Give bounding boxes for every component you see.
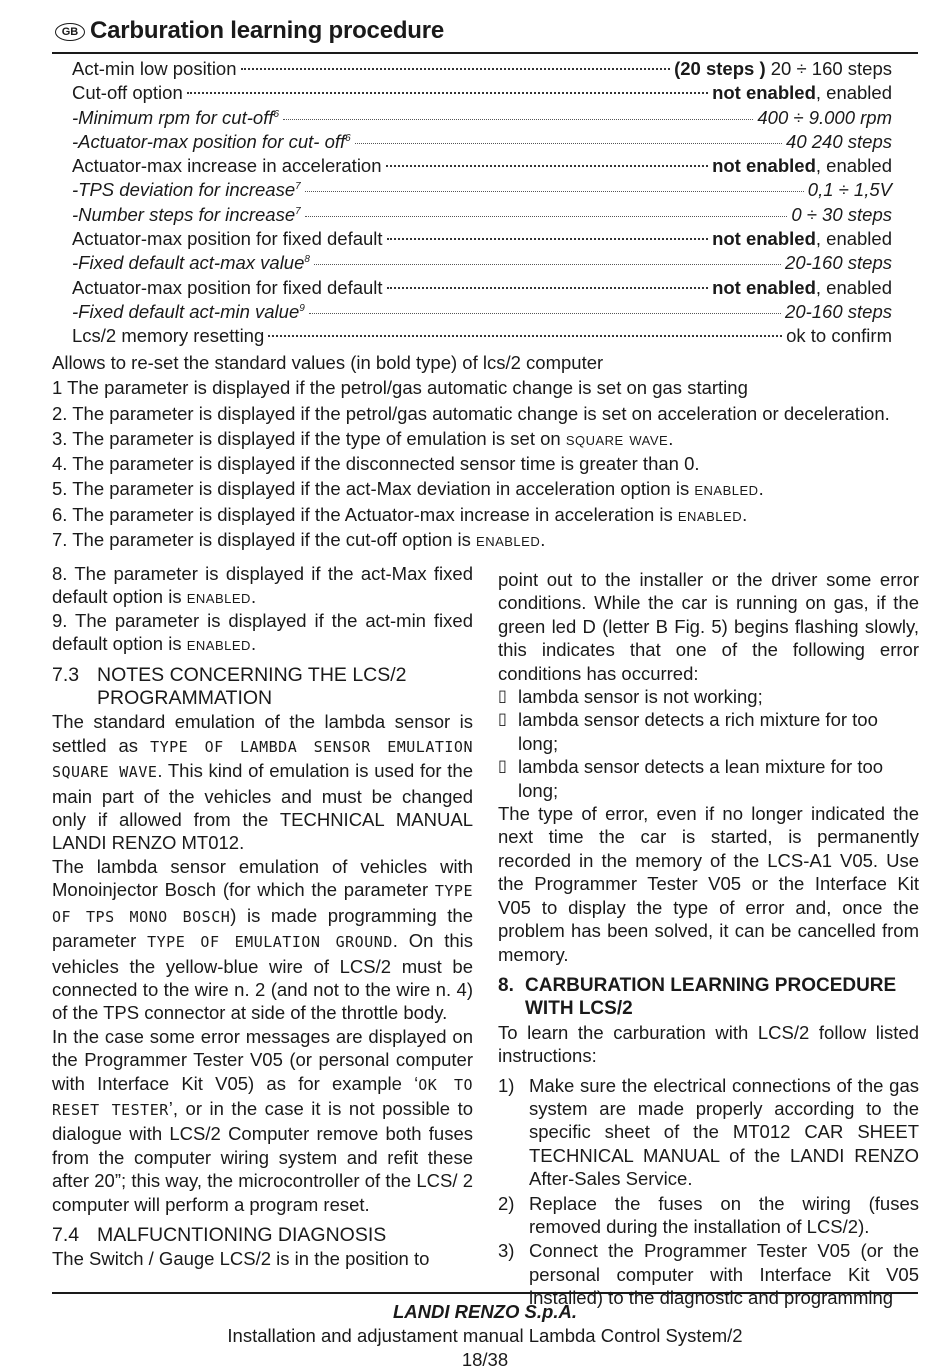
dot-leader bbox=[283, 119, 753, 120]
paragraph-monoinjector: The lambda sensor emulation of vehicles with Monoinjector Bosch (for which the parameter TYPE OF TPS MONO BOSCH) is made programming the parameter TYPE OF EMULATION GROUND. On this vehicles the yellow-blue wire of LCS/2 must be connected to the wire n. 2 (and not to the wire n. 4) of the TPS connector at side of the throttle body. bbox=[52, 855, 474, 1024]
parameter-row bbox=[72, 107, 892, 131]
parameter-row bbox=[72, 277, 892, 301]
page-header bbox=[52, 16, 918, 54]
parameter-label: -Fixed default act-max value$^8$ bbox=[72, 252, 310, 274]
parameter-row bbox=[72, 325, 892, 349]
section-7-4-heading: 7.4 MALFUCNTIONING DIAGNOSIS bbox=[52, 1223, 387, 1246]
dot-leader bbox=[387, 287, 709, 289]
parameter-value: 400 ÷ 9.000 rpm bbox=[757, 106, 892, 128]
paragraph-standard-emulation: The standard emulation of the lambda sensor is settled as TYPE OF LAMBDA SENSOR EMULATION SQUARE WAVE. This kind of emulation is used for the main part of the vehicles and must be changed only if allowed from the TECHNICAL MANUAL LANDI RENZO MT012. bbox=[52, 711, 473, 854]
right-column bbox=[498, 568, 919, 1311]
paragraph-learn-intro: To learn the carburation with LCS/2 follow listed instructions: bbox=[498, 1021, 919, 1067]
list-item: ▯ lambda sensor detects a lean mixture for too long; bbox=[498, 756, 884, 801]
parameter-label: -Actuator-max position for cut- off$^6$ bbox=[72, 130, 351, 152]
parameter-value: not enabled, enabled bbox=[712, 276, 892, 298]
dot-leader bbox=[305, 191, 804, 192]
page-number: 18/38 bbox=[461, 1349, 509, 1370]
footnote-line: 7. The parameter is displayed if the cut-off option is enabled. bbox=[52, 529, 546, 551]
parameter-value: not enabled, enabled bbox=[712, 82, 892, 104]
parameter-label: Cut-off option bbox=[72, 82, 183, 104]
step-item: 3) Connect the Programmer Tester V05 (or the personal computer with Interface Kit V05 installed) to the diagnostic and programming bbox=[498, 1240, 919, 1309]
language-badge: GB bbox=[55, 23, 85, 41]
paragraph-error-conditions: point out to the installer or the driver some error conditions. While the car is running on gas, if the green led D (letter B Fig. 5) begins flashing slowly, this indicates that one of the following error conditions has occurred: bbox=[498, 569, 919, 684]
parameter-label: -TPS deviation for increase$^7$ bbox=[72, 179, 301, 201]
bullet-box-icon: ▯ bbox=[498, 711, 507, 729]
parameter-value: 20-160 steps bbox=[785, 300, 892, 322]
footnotes-list bbox=[52, 350, 932, 552]
parameter-value: not enabled, enabled bbox=[712, 155, 892, 177]
footnote-line: 6. The parameter is displayed if the Actuator-max increase in acceleration is enabled. bbox=[52, 503, 748, 525]
dot-leader bbox=[355, 143, 782, 144]
footnote-line: 4. The parameter is displayed if the disconnected sensor time is greater than 0. bbox=[52, 453, 700, 475]
error-bullet-list bbox=[498, 685, 919, 802]
parameter-value: (20 steps ) 20 ÷ 160 steps bbox=[674, 58, 892, 79]
dot-leader bbox=[268, 335, 782, 337]
parameter-row bbox=[72, 252, 892, 276]
list-item: ▯ lambda sensor detects a rich mixture for too long; bbox=[498, 709, 878, 754]
step-item: 2) Replace the fuses on the wiring (fuses removed during the installation of LCS/2). bbox=[498, 1192, 919, 1237]
page-title: Carburation learning procedure bbox=[90, 17, 445, 44]
parameter-value: ok to confirm bbox=[786, 325, 892, 347]
dot-leader bbox=[305, 216, 788, 217]
parameter-label: -Number steps for increase$^7$ bbox=[72, 203, 301, 225]
parameter-label: Actuator-max position for fixed default bbox=[72, 228, 383, 250]
footnote-line: 2. The parameter is displayed if the petrol/gas automatic change is set on acceleration or deceleration. bbox=[52, 402, 890, 424]
section-7-3-heading: 7.3 NOTES CONCERNING THE LCS/2 PROGRAMMATION bbox=[52, 663, 407, 710]
dot-leader bbox=[387, 238, 709, 240]
left-column bbox=[52, 562, 473, 1271]
list-item: ▯ lambda sensor is not working; bbox=[498, 686, 763, 708]
parameter-row bbox=[72, 204, 892, 228]
parameter-value: 40 240 steps bbox=[786, 130, 892, 152]
section-8-heading: 8. CARBURATION LEARNING PROCEDURE WITH LCS/2 bbox=[498, 974, 897, 1020]
parameter-value: 0 ÷ 30 steps bbox=[791, 203, 892, 225]
parameter-label: Lcs/2 memory resetting bbox=[72, 325, 265, 347]
parameter-label: Actuator-max increase in acceleration bbox=[72, 155, 382, 177]
paragraph-error-messages: In the case some error messages are displayed on the Programmer Tester V05 (or personal computer with Interface Kit V05) as for example ‘OK TO RESET TESTER’, or in the case it is not possible to dialogue with LCS/2 Computer remove both fuses from the computer wiring system and refit these after 20”; this way, the microcontroller of the LCS/ 2 computer will perform a program reset. bbox=[52, 1025, 473, 1215]
parameter-value: not enabled, enabled bbox=[712, 228, 892, 250]
parameter-value: 20-160 steps bbox=[785, 252, 892, 274]
footnote-9: 9. The parameter is displayed if the act-min fixed default option is enabled. bbox=[52, 609, 473, 655]
footnote-line: 1 The parameter is displayed if the petrol/gas automatic change is set on gas starting bbox=[52, 377, 748, 399]
parameter-row bbox=[72, 179, 892, 203]
parameter-row bbox=[72, 131, 892, 155]
footnote-8: 8. The parameter is displayed if the act-Max fixed default option is enabled. bbox=[52, 563, 473, 608]
bullet-box-icon: ▯ bbox=[498, 758, 507, 776]
paragraph-switch-gauge: The Switch / Gauge LCS/2 is in the position to bbox=[52, 1248, 430, 1270]
parameter-label: -Fixed default act-min value$^9$ bbox=[72, 300, 305, 322]
dot-leader bbox=[314, 264, 781, 265]
step-item: 1) Make sure the electrical connections of the gas system are made properly according to the specific sheet of the MT012 CAR SHEET TECHNICAL MANUAL of the LANDI RENZO After-Sales Service. bbox=[498, 1074, 919, 1190]
parameter-row bbox=[72, 228, 892, 252]
steps-list bbox=[498, 1074, 919, 1310]
parameter-row bbox=[72, 155, 892, 179]
bullet-box-icon: ▯ bbox=[498, 688, 507, 706]
parameter-label: -Minimum rpm for cut-off$^6$ bbox=[72, 106, 280, 128]
dot-leader bbox=[386, 165, 709, 167]
parameter-list bbox=[72, 58, 892, 350]
page-footer bbox=[52, 1292, 918, 1372]
paragraph-error-memory: The type of error, even if no longer indicated the next time the car is started, is permanently recorded in the memory of the LCS-A1 V05. Use the Programmer Tester V05 or the Interface Kit V05 to display the type of error and, once the problem has been solved, it can be cancelled from memory. bbox=[498, 803, 919, 965]
dot-leader bbox=[187, 92, 708, 94]
dot-leader bbox=[309, 313, 781, 314]
footnote-line: 5. The parameter is displayed if the act-Max deviation in acceleration option is enabled. bbox=[52, 478, 764, 500]
footer-company: LANDI RENZO S.p.A. bbox=[393, 1301, 577, 1322]
footnote-line: 3. The parameter is displayed if the type of emulation is set on square wave. bbox=[52, 427, 674, 449]
dot-leader bbox=[241, 68, 671, 70]
parameter-row bbox=[72, 58, 892, 82]
parameter-row bbox=[72, 82, 892, 106]
footnote-line: Allows to re-set the standard values (in bold type) of lcs/2 computer bbox=[52, 352, 604, 373]
parameter-value: 0,1 ÷ 1,5V bbox=[807, 179, 892, 201]
parameter-label: Actuator-max position for fixed default bbox=[72, 276, 383, 298]
parameter-row bbox=[72, 301, 892, 325]
footer-manual-title: Installation and adjustament manual Lambda Control System/2 bbox=[227, 1325, 743, 1346]
parameter-label: Act-min low position bbox=[72, 58, 237, 79]
